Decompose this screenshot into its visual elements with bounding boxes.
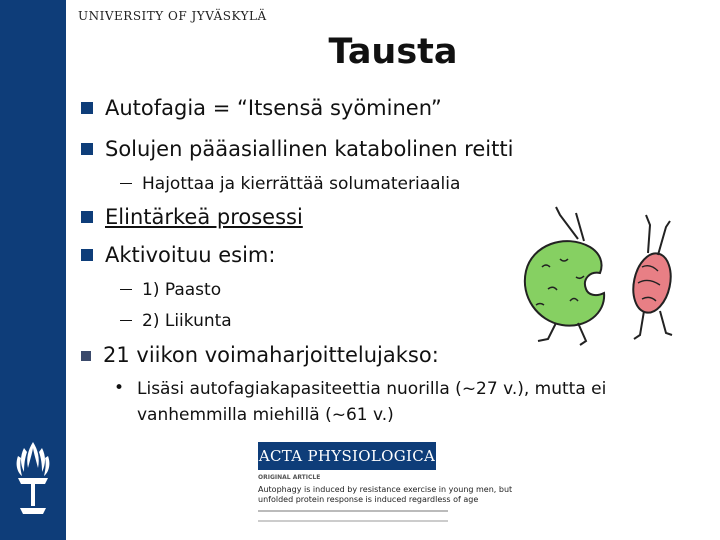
- bullet-item: Elintärkeä prosessi: [81, 205, 303, 229]
- square-bullet-icon: [81, 249, 93, 261]
- doi-line-placeholder: [258, 520, 448, 522]
- autophagy-cartoon-illustration: [520, 205, 680, 350]
- journal-banner: ACTA PHYSIOLOGICA: [258, 442, 436, 470]
- square-bullet-icon: [81, 143, 93, 155]
- article-label: ORIGINAL ARTICLE: [258, 474, 321, 481]
- university-logo-icon: [10, 438, 56, 518]
- sub-bullet-item: Hajottaa ja kierrättää solumateriaalia: [120, 174, 460, 194]
- author-line-placeholder: [258, 510, 448, 512]
- dot-bullet-text-line: vanhemmilla miehillä (~61 v.): [137, 405, 394, 425]
- dot-bullet-text-line: Lisäsi autofagiakapasiteettia nuorilla (~27 v.), mutta ei: [137, 379, 607, 399]
- university-name: UNIVERSITY OF JYVÄSKYLÄ: [78, 9, 267, 23]
- slide-title: Tausta: [328, 32, 458, 72]
- bullet-item: 21 viikon voimaharjoittelujakso:: [81, 343, 439, 367]
- article-title-line: unfolded protein response is induced regardless of age: [258, 495, 479, 504]
- sub-bullet-item: 1) Paasto: [120, 280, 221, 300]
- square-bullet-icon: [81, 351, 91, 361]
- dash-bullet-icon: [120, 320, 132, 321]
- left-brand-band: [0, 0, 66, 540]
- bullet-item: Aktivoituu esim:: [81, 243, 275, 267]
- article-thumbnail: [258, 442, 513, 540]
- bullet-item: Solujen pääasiallinen katabolinen reitti: [81, 137, 513, 161]
- dash-bullet-icon: [120, 183, 132, 184]
- square-bullet-icon: [81, 211, 93, 223]
- dash-bullet-icon: [120, 289, 132, 290]
- dot-bullet-item: •: [114, 378, 125, 398]
- bullet-item: Autofagia = “Itsensä syöminen”: [81, 96, 442, 120]
- article-title-line: Autophagy is induced by resistance exercise in young men, but: [258, 485, 513, 494]
- sub-bullet-item: 2) Liikunta: [120, 311, 232, 331]
- square-bullet-icon: [81, 102, 93, 114]
